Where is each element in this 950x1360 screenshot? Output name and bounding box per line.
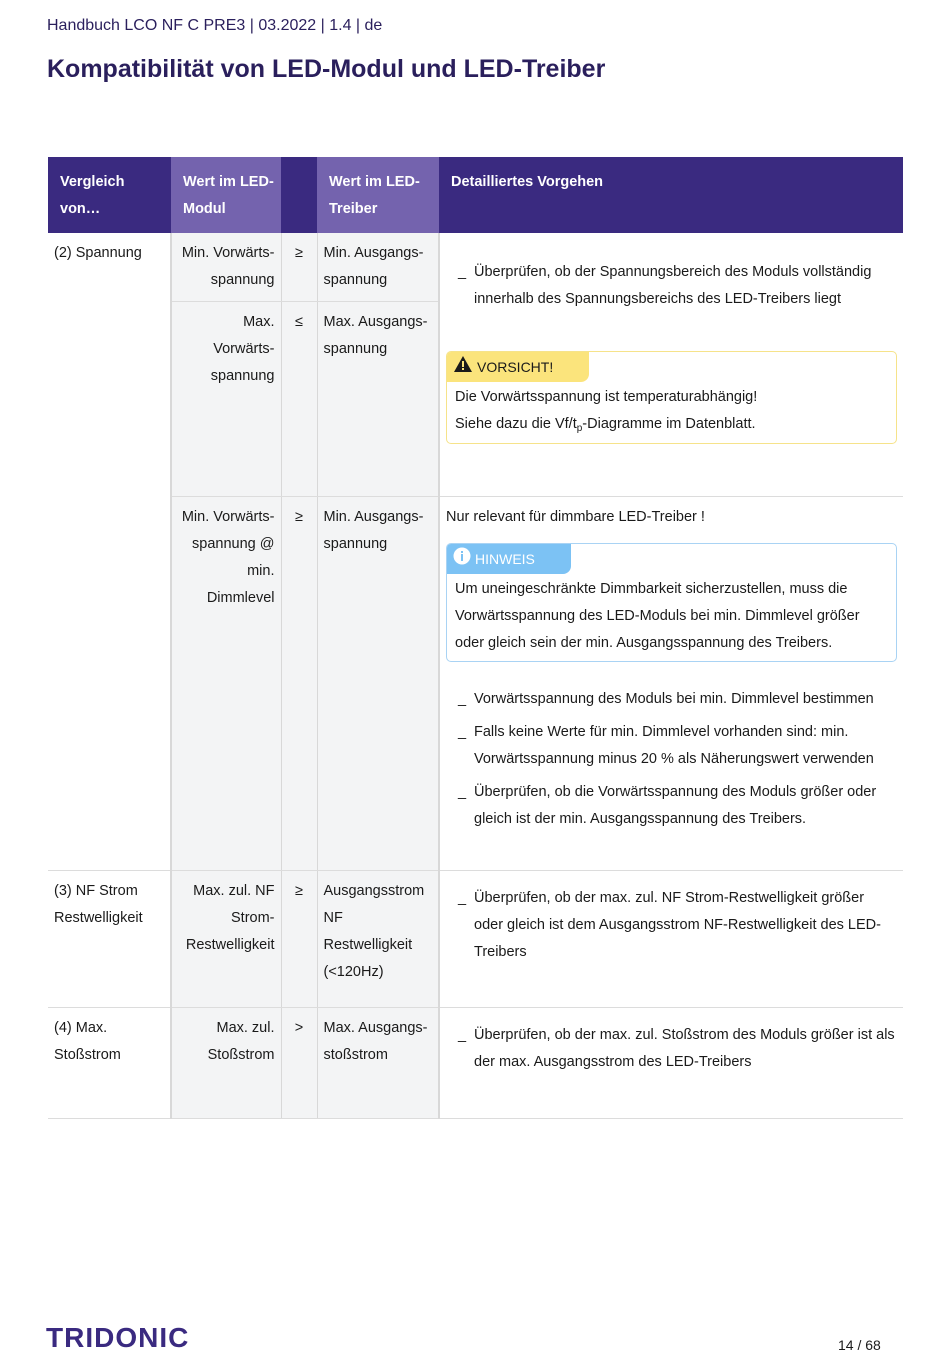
tridonic-logo: TRIDONIC (46, 1322, 190, 1353)
list-item: _ Überprüfen, ob der Spannungsbereich des Moduls vollständig innerhalb des Spannungsbereichs des LED-Treibers liegt (446, 259, 897, 313)
page-title: Kompatibilität von LED-Modul und LED-Treiber (47, 55, 606, 83)
modul-value: Min. Vorwärts-spannung (171, 233, 281, 302)
bullet-dash: _ (458, 264, 467, 280)
operator: ≥ (281, 233, 317, 302)
bullet-dash: _ (458, 724, 467, 740)
treiber-value: Ausgangsstrom NF Restwelligkeit (<120Hz) (317, 871, 439, 1008)
caution-box (446, 351, 897, 444)
table-row (48, 871, 903, 1008)
row-label-nf-strom: (3) NF Strom Restwelligkeit (48, 871, 171, 1008)
treiber-value: Min. Ausgangs-spannung (317, 497, 439, 871)
note-tag (447, 544, 571, 574)
table-row (48, 497, 903, 871)
treiber-value: Max. Ausgangs-spannung (317, 302, 439, 497)
header-operator (281, 157, 317, 233)
table-row (48, 1008, 903, 1119)
bullet-dash: _ (458, 691, 467, 707)
modul-value: Min. Vorwärts-spannung @ min. Dimmlevel (171, 497, 281, 871)
treiber-value: Min. Ausgangs-spannung (317, 233, 439, 302)
note-box (446, 543, 897, 662)
modul-value: Max. zul. NF Strom-Restwelligkeit (171, 871, 281, 1008)
header-wert-modul: Wert im LED-Modul (171, 157, 281, 233)
modul-value: Max. zul. Stoßstrom (171, 1008, 281, 1119)
info-circle-icon (453, 545, 471, 575)
detail-cell (439, 233, 903, 497)
detail-intro: Nur relevant für dimmbare LED-Treiber ! (446, 509, 705, 525)
detail-cell (439, 497, 903, 871)
table-row (48, 233, 903, 302)
header-wert-treiber: Wert im LED-Treiber (317, 157, 439, 233)
operator: ≥ (281, 497, 317, 871)
operator: ≤ (281, 302, 317, 497)
list-item: _ Überprüfen, ob der max. zul. Stoßstrom des Moduls größer ist als der max. Ausgangsstrom des LED-Treibers (446, 1022, 897, 1076)
detail-cell (439, 1008, 903, 1119)
bullet-dash: _ (458, 1027, 467, 1043)
row-label-spannung: (2) Spannung (48, 233, 171, 871)
table-header-row (48, 157, 903, 233)
list-item: _ Überprüfen, ob der max. zul. NF Strom-Restwelligkeit größer oder gleich ist dem Ausgangsstrom NF-Restwelligkeit des LED-Treibers (446, 885, 897, 966)
detail-cell (439, 871, 903, 1008)
caution-line1: Die Vorwärtsspannung ist temperaturabhängig! (455, 389, 758, 405)
note-text: Um uneingeschränkte Dimmbarkeit sicherzustellen, muss die Vorwärtsspannung des LED-Moduls bei min. Dimmlevel größer oder gleich sein der min. Ausgangsspannung des Treibers. (455, 581, 860, 651)
list-item: _ Überprüfen, ob die Vorwärtsspannung des Moduls größer oder gleich ist der min. Ausgangsspannung des Treibers. (446, 779, 897, 833)
running-head: Handbuch LCO NF C PRE3 | 03.2022 | 1.4 | de (47, 17, 383, 34)
operator: > (281, 1008, 317, 1119)
header-vorgehen: Detailliertes Vorgehen (439, 157, 903, 233)
modul-value: Max. Vorwärts-spannung (171, 302, 281, 497)
caution-line2: Siehe dazu die $Vf/t_p$-Diagramme im Datenblatt. (455, 416, 756, 434)
bullet-dash: _ (458, 890, 467, 906)
page-number: 14 / 68 (838, 1337, 881, 1353)
note-label: HINWEIS (475, 551, 535, 567)
header-vergleich: Vergleich von… (48, 157, 171, 233)
compatibility-table (48, 157, 903, 1119)
warning-triangle-icon (453, 353, 473, 383)
bullet-dash: _ (458, 784, 467, 800)
list-item: _ Vorwärtsspannung des Moduls bei min. Dimmlevel bestimmen (446, 686, 897, 713)
caution-tag (447, 352, 589, 382)
caution-label: VORSICHT! (477, 359, 554, 375)
list-item: _ Falls keine Werte für min. Dimmlevel vorhanden sind: min. Vorwärtsspannung minus 20 % als Näherungswert verwenden (446, 719, 897, 773)
treiber-value: Max. Ausgangs-stoßstrom (317, 1008, 439, 1119)
row-label-stossstrom: (4) Max. Stoßstrom (48, 1008, 171, 1119)
operator: ≥ (281, 871, 317, 1008)
